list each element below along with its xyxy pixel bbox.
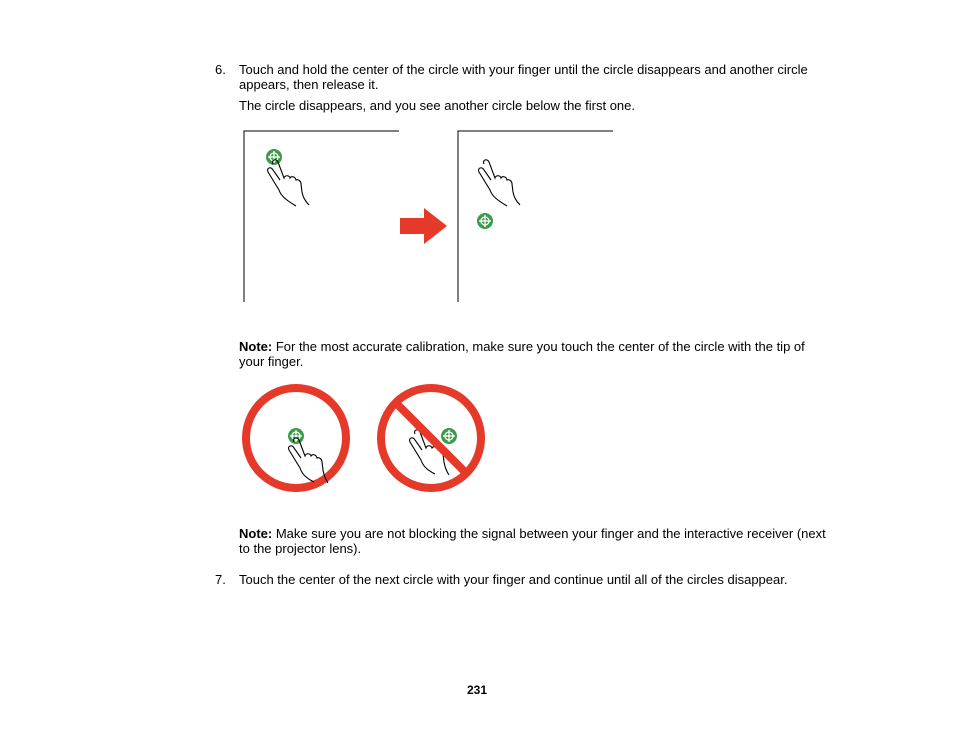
step-6-number: 6. bbox=[215, 62, 226, 77]
step-7-text: Touch the center of the next circle with your finger and continue until all of the circles disappear. bbox=[239, 572, 788, 587]
note-1-label: Note: bbox=[239, 339, 273, 354]
note-1 bbox=[239, 339, 829, 369]
step-7-number: 7. bbox=[215, 572, 226, 587]
right-arrow-icon bbox=[400, 208, 447, 244]
screen-before bbox=[244, 131, 399, 302]
note-2 bbox=[239, 526, 829, 556]
page-number: 231 bbox=[466, 683, 488, 697]
calibration-target-icon bbox=[477, 213, 493, 229]
note-2-text: Make sure you are not blocking the signal between your finger and the interactive receiver (next to the projector lens). bbox=[239, 526, 826, 556]
screen-after bbox=[458, 131, 613, 302]
step-6-text: Touch and hold the center of the circle with your finger until the circle disappears and another circle appears, then release it. bbox=[239, 62, 808, 92]
note-2-label: Note: bbox=[239, 526, 273, 541]
calibration-target-icon bbox=[266, 149, 282, 165]
correct-touch-icon bbox=[246, 388, 346, 488]
pointing-hand-icon bbox=[479, 160, 520, 206]
prohibited-touch-icon bbox=[381, 388, 481, 488]
step-6-result: The circle disappears, and you see another circle below the first one. bbox=[239, 98, 635, 113]
pointing-hand-icon bbox=[268, 160, 309, 206]
note-1-text: For the most accurate calibration, make sure you touch the center of the circle with the tip of your finger. bbox=[239, 339, 805, 369]
